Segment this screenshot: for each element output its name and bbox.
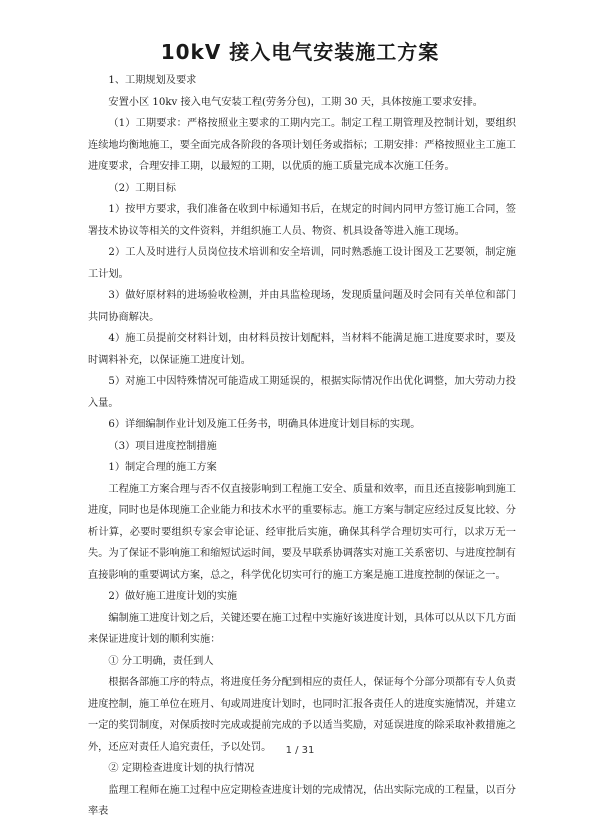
paragraph: 监理工程师在施工过程中应定期检查进度计划的完成情况，估出实际完成的工程量，以百分率表 (88, 784, 516, 817)
page-number: 1 / 31 (285, 745, 315, 756)
subsection-heading: （2）工期目标 (108, 182, 176, 194)
item-heading: 1）制定合理的施工方案 (108, 462, 217, 473)
list-heading: ② 定期检查进度计划的执行情况 (108, 763, 255, 774)
paragraph: 1）按甲方要求，我们准备在收到中标通知书后，在规定的时间内同甲方签订施工合同，签署技术协议等相关的文件资料，并组织施工人员、物资、机具设备等进入施工现场。 (88, 204, 516, 237)
subsection-heading: （3）项目进度控制措施 (108, 440, 217, 452)
item-heading: 2）做好施工进度计划的实施 (108, 591, 238, 602)
paragraph: 根据各部施工序的特点，将进度任务分配到相应的责任人，保证每个分部分项都有专人负责进度控制，施工单位在班月、旬或周进度计划时，也同时汇报各责任人的进度实施情况，并建立一定的奖罚制度，对保质按时完成或提前完成的予以适当奖励，对延误进度的除采取补救措施之外，还应对责任人追究责任，予以处罚。 (88, 677, 516, 753)
paragraph: （1）工期要求：严格按照业主要求的工期内完工。制定工程工期管理及控制计划，要组织连续地均衡地施工，要全面完成各阶段的各项计划任务或指标；工期安排：严格按照业主工施工进度要求，合理安排工期，以最短的工期，以优质的施工质量完成本次施工任务。 (88, 118, 516, 172)
paragraph: 4）施工员提前交材料计划，由材料员按计划配料，当材料不能满足施工进度要求时，要及时调料补充，以保证施工进度计划。 (88, 333, 516, 366)
paragraph: 工程施工方案合理与否不仅直接影响到工程施工安全、质量和效率，而且还直接影响到施工进度，同时也是体现施工企业能力和技术水平的重要标志。施工方案与制定应经过反复比较、分析计算，必要时要组织专家会审论证、经审批后实施，确保其科学合理切实可行，以求万无一失。为了保证不影响施工和缩短试运时间，要及早联系协调落实对施工关系密切、与进度控制有直接影响的重要调试方案，总之，科学优化切实可行的施工方案是施工进度控制的保证之一。 (88, 483, 516, 581)
paragraph: 编制施工进度计划之后，关键还要在施工过程中实施好该进度计划，具体可以从以下几方面来保证进度计划的顺利实施： (88, 612, 516, 645)
paragraph: 3）做好原材料的进场验收检测，并由具监检现场，发现质量问题及时会同有关单位和部门共同协商解决。 (88, 290, 516, 323)
paragraph: 2）工人及时进行人员岗位技术培训和安全培训，同时熟悉施工设计图及工艺要领，制定施工计划。 (88, 247, 516, 280)
list-heading: ① 分工明确，责任到人 (108, 655, 214, 667)
document-title: 10kV 接入电气安装施工方案 (160, 40, 440, 64)
document-body (88, 70, 516, 823)
paragraph: 安置小区 10kv 接入电气安装工程(劳务分包)，工期 30 天，具体按施工要求安排。 (108, 96, 483, 108)
paragraph: 5）对施工中因特殊情况可能造成工期延误的，根据实际情况作出优化调整，加大劳动力投入量。 (88, 376, 516, 409)
section-heading: 1、工期规划及要求 (108, 75, 197, 86)
paragraph: 6）详细编制作业计划及施工任务书，明确具体进度计划目标的实现。 (108, 419, 421, 430)
